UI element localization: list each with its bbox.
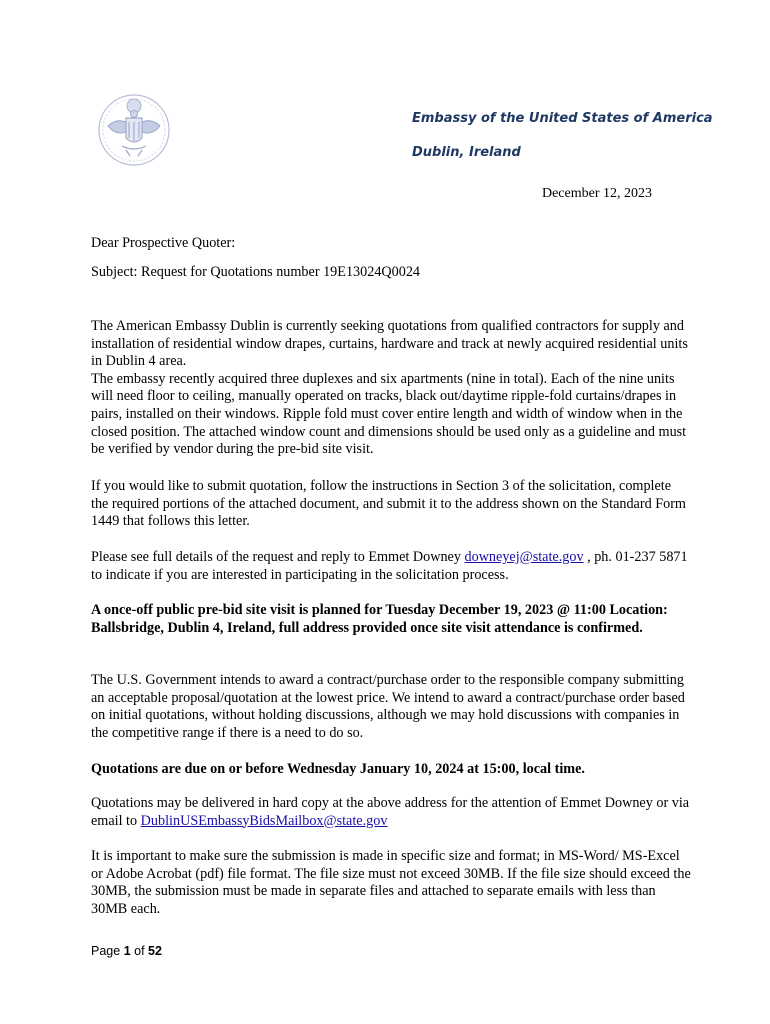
- paragraph-contact: [91, 549, 691, 584]
- due-date-notice: Quotations are due on or before Wednesday January 10, 2024 at 15:00, local time.: [91, 761, 585, 777]
- of-word: of: [134, 944, 145, 958]
- contact-text-post: , ph. 01-237 5871 to indicate if you are interested in participating in the solicitation process.: [91, 549, 688, 583]
- bids-mailbox-link[interactable]: DublinUSEmbassyBidsMailbox@state.gov: [140, 812, 388, 829]
- embassy-city: Dublin, Ireland: [412, 145, 521, 160]
- paragraph-delivery: [91, 795, 691, 830]
- site-visit-notice: A once-off public pre-bid site visit is planned for Tuesday December 19, 2023 @ 11:00 Location: Ballsbridge, Dublin 4, Ireland, full address provided once site visit attendance is confirmed.: [91, 602, 668, 636]
- us-embassy-seal-icon: [96, 92, 172, 168]
- paragraph-award: The U.S. Government intends to award a contract/purchase order to the responsible company submitting an acceptable proposal/quotation at the lowest price. We intend to award a contract/purchase order based on initial quotations, without holding discussions, although we may hold discussions with companies in the competitive range if there is a need to do so.: [91, 672, 685, 741]
- letter-date: December 12, 2023: [541, 186, 652, 201]
- delivery-text: Quotations may be delivered in hard copy at the above address for the attention of Emmet Downey or via email to: [91, 795, 690, 829]
- paragraph-instructions: If you would like to submit quotation, follow the instructions in Section 3 of the solicitation, complete the required portions of the attached document, and submit it to the address shown on the Standard Form 1449 that follows this letter.: [91, 478, 686, 530]
- page-number: [91, 944, 162, 958]
- page-current: 1: [123, 944, 131, 958]
- subject-line: Subject: Request for Quotations number 19E13024Q0024: [91, 264, 421, 280]
- contact-email-link[interactable]: downeyej@state.gov: [464, 549, 584, 565]
- embassy-name: Embassy of the United States of America: [412, 111, 713, 126]
- paragraph-units: The embassy recently acquired three duplexes and six apartments (nine in total). Each of the nine units will need floor to ceiling, manually operated on tracks, black out/daytime ripple-fold curtains/drapes in pairs, installed on their windows. Ripple fold must cover entire length and width of window when in the closed position. The attached window count and dimensions should be used only as a guideline and must be verified by vendor during the pre-bid site visit.: [91, 370, 687, 458]
- paragraph-format: It is important to make sure the submission is made in specific size and format; in MS-Word/ MS-Excel or Adobe Acrobat (pdf) file format. The file size must not exceed 30MB. If the file size should exceed the 30MB, the submission must be made in separate files and attached to separate emails with less than 30MB each.: [91, 848, 691, 917]
- salutation: Dear Prospective Quoter:: [91, 235, 236, 251]
- paragraph-intro: The American Embassy Dublin is currently seeking quotations from qualified contractors for supply and installation of residential window drapes, curtains, hardware and track at newly acquired residential units in Dublin 4 area.: [91, 318, 688, 370]
- page-total: 52: [148, 944, 162, 958]
- page-word: Page: [91, 944, 121, 958]
- contact-text-pre: Please see full details of the request and reply to Emmet Downey: [91, 549, 465, 565]
